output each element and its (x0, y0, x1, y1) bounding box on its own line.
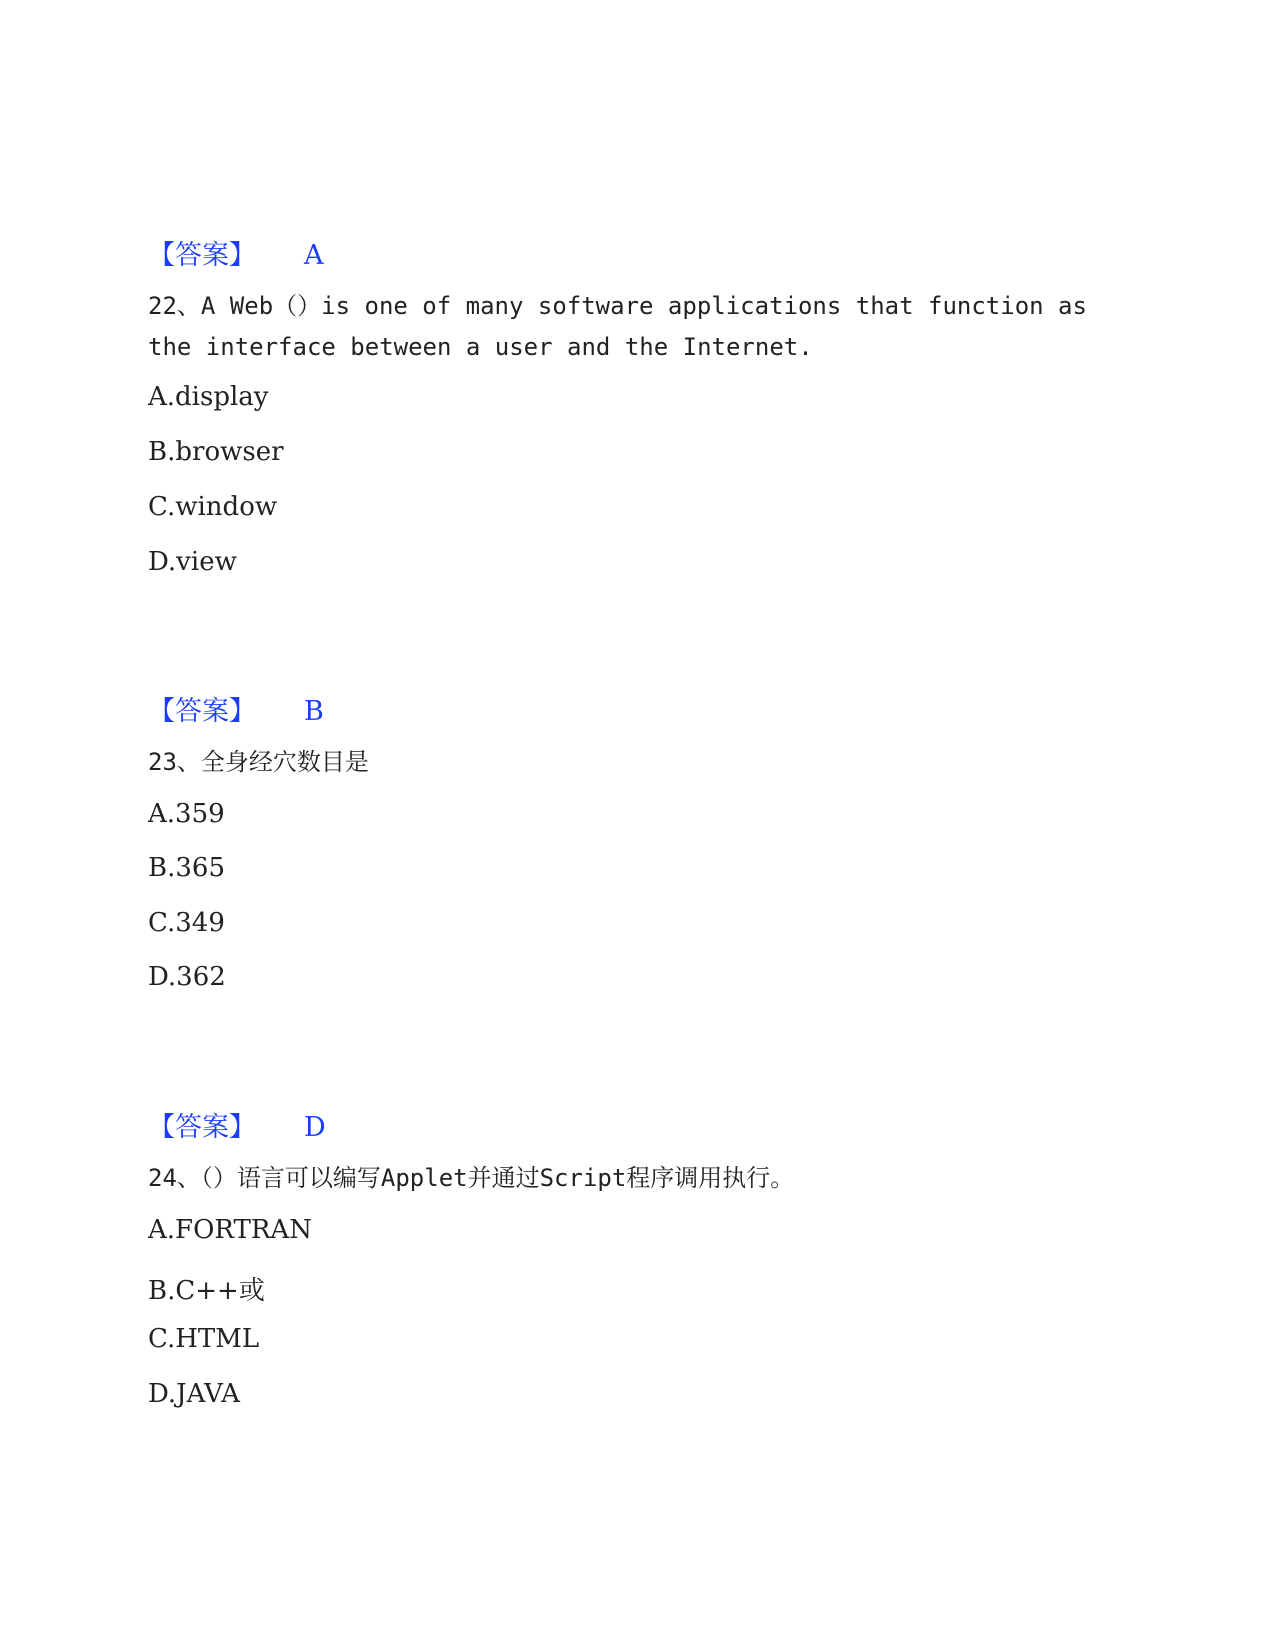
answer-line (148, 1105, 326, 1144)
answer-line (148, 689, 324, 728)
option-a: A.359 (148, 799, 225, 829)
option-a: A.FORTRAN (148, 1215, 312, 1245)
answer-value: D (304, 1112, 326, 1143)
answer-label: 【答案】 (148, 1112, 256, 1143)
option-c: C.349 (148, 908, 225, 938)
answer-value: A (304, 240, 324, 271)
answer-label: 【答案】 (148, 696, 256, 727)
question-22: 22、A Web（）is one of many software applications that function as the interface between a user and the Internet. (148, 292, 1087, 361)
question-24: 24、（）语言可以编写Applet并通过Script程序调用执行。 (148, 1164, 795, 1192)
option-d: D.JAVA (148, 1379, 240, 1409)
option-c: C.HTML (148, 1324, 260, 1354)
option-d: D.362 (148, 962, 226, 992)
option-a: A.display (148, 382, 269, 412)
option-b: B.browser (148, 437, 284, 467)
option-c: C.window (148, 492, 278, 522)
option-b: B.C++或 (148, 1276, 265, 1306)
question-23: 23、全身经穴数目是 (148, 748, 369, 776)
option-b: B.365 (148, 853, 225, 883)
option-d: D.view (148, 547, 237, 577)
answer-line (148, 233, 324, 272)
answer-value: B (304, 696, 324, 727)
answer-label: 【答案】 (148, 240, 256, 271)
